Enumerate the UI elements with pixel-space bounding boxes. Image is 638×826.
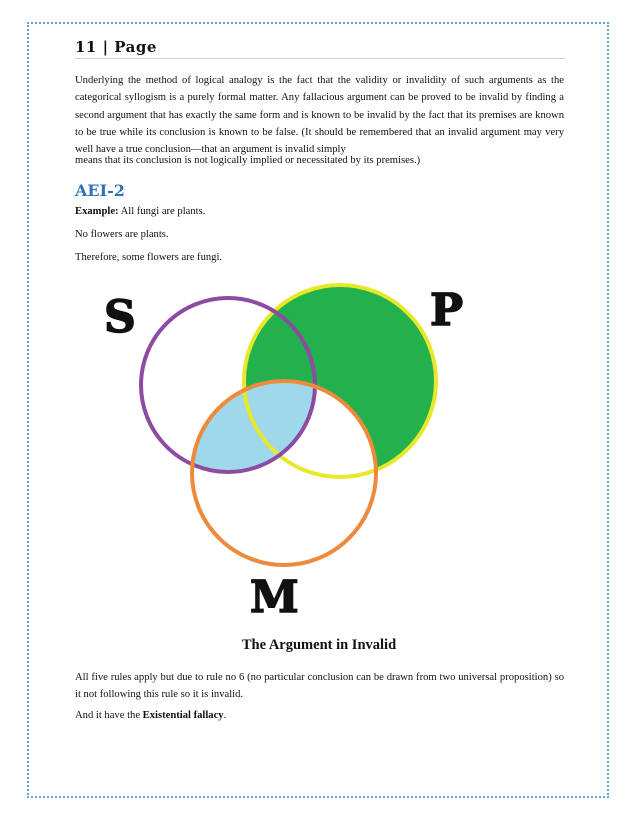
premise-1-text: All fungi are plants.	[118, 206, 206, 217]
section-title: AEI-2	[75, 181, 125, 200]
example-label: Example:	[75, 206, 119, 217]
example-conclusion: Therefore, some flowers are fungi.	[75, 252, 223, 263]
label-m: M	[250, 572, 299, 623]
argument-verdict-title: The Argument in Invalid	[241, 637, 397, 653]
page-number-label: 11 | Page	[75, 38, 157, 56]
fallacy-prefix: And it have the	[75, 710, 143, 721]
label-s: S	[104, 292, 136, 343]
verdict-explanation: All five rules apply but due to rule no 6 (no particular conclusion can be drawn from two universal proposition) so it not following this rule so it is invalid.	[75, 672, 564, 701]
fallacy-suffix: .	[223, 710, 227, 721]
example-premise-2: No flowers are plants.	[75, 229, 169, 240]
fallacy-statement	[75, 710, 226, 721]
label-p: P	[430, 285, 464, 336]
intro-paragraph-last-line: means that its conclusion is not logically implied or necessitated by its premises.)	[75, 155, 421, 166]
fallacy-name: Existential fallacy	[142, 710, 224, 721]
intro-paragraph: Underlying the method of logical analogy is the fact that the validity or invalidity of such arguments as the categorical syllogism is a purely formal matter. Any fallacious argument can be proved to be invalid by finding a second argument that has exactly the same form and is known to be invalid by the fact that its premises are known to be true while its conclusion is known to be false. (It should be remembered that an invalid argument may very well have a true conclusion—that an argument is invalid simply	[75, 75, 564, 156]
